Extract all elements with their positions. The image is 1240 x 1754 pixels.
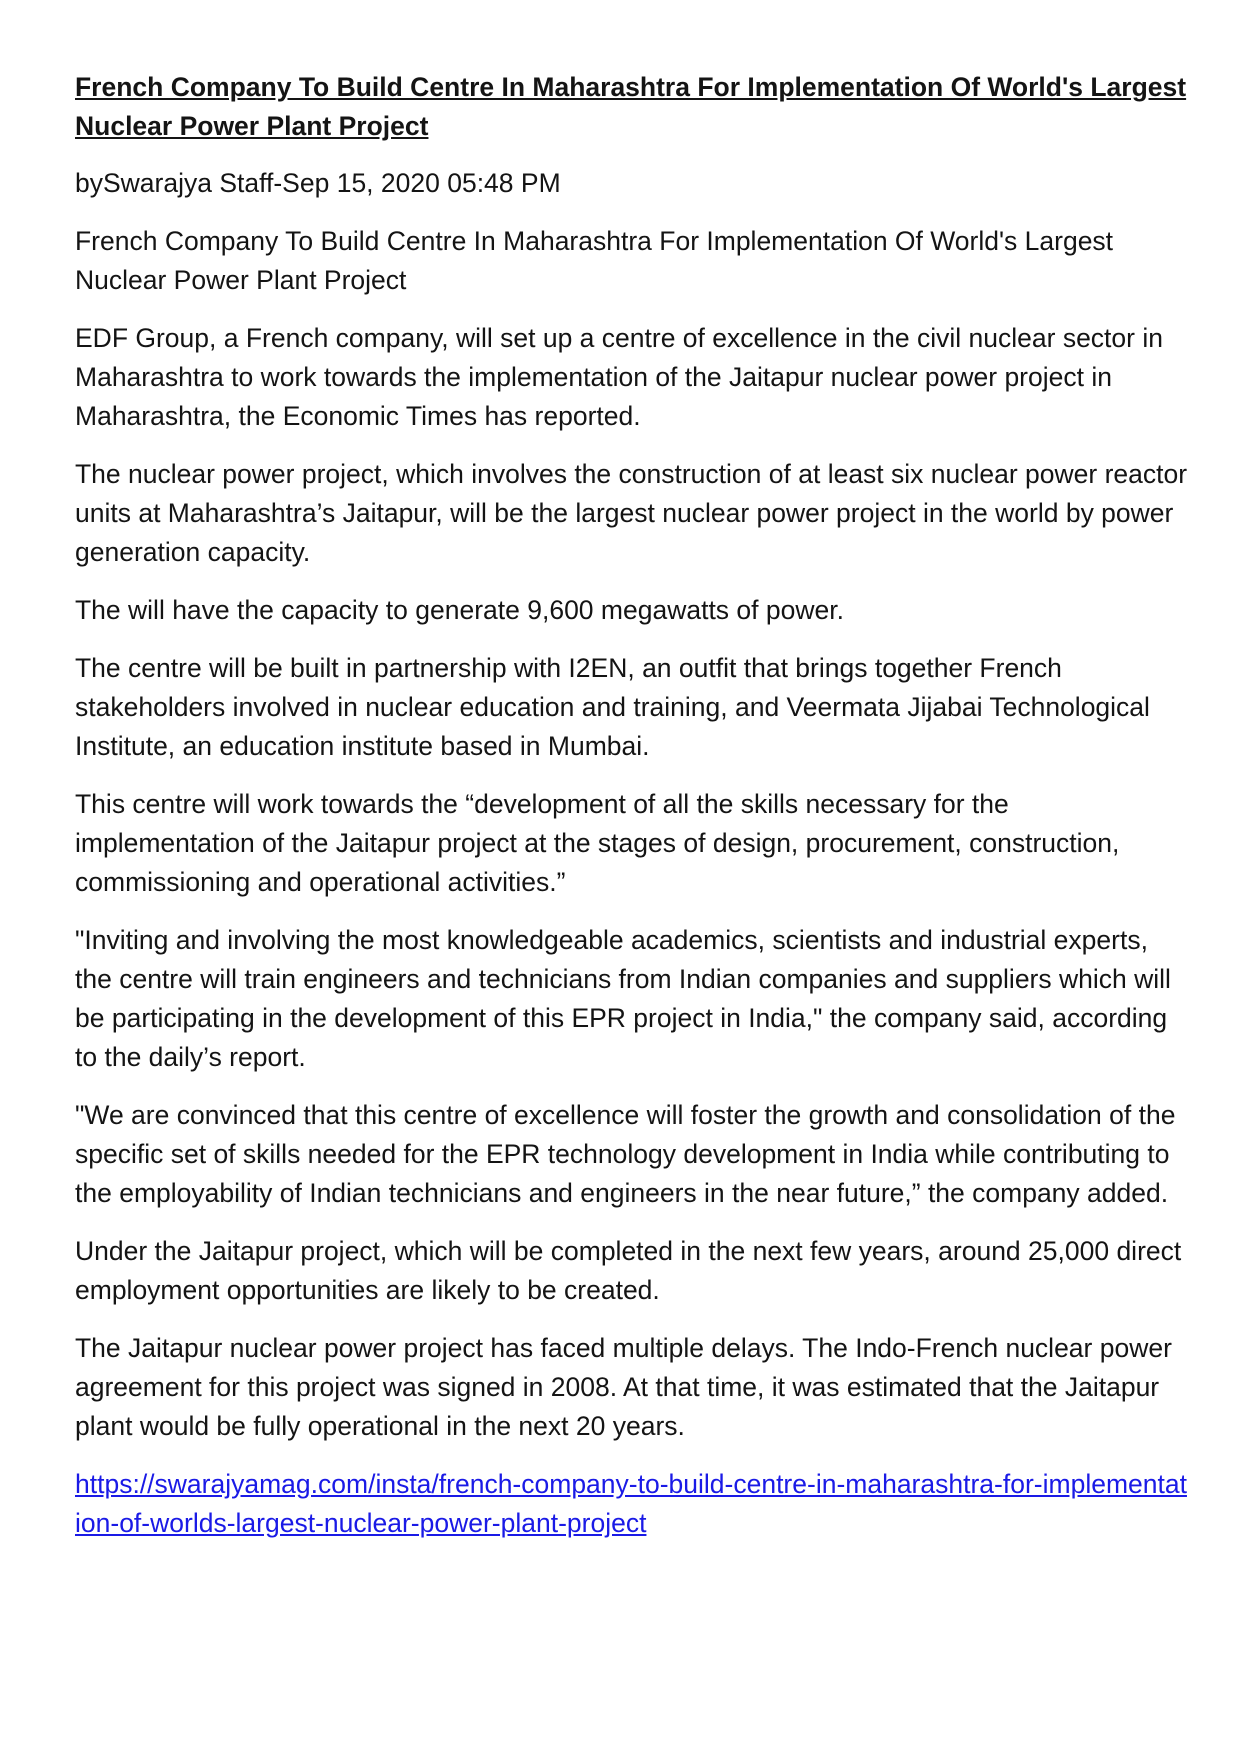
article-paragraph: This centre will work towards the “development of all the skills necessary for the implementation of the Jaitapur project at the stages of design, procurement, construction, commissioning and operational activities.” [75,789,1120,897]
article-page [75,68,1190,1543]
article-paragraph-subtitle: French Company To Build Centre In Maharashtra For Implementation Of World's Largest Nuclear Power Plant Project [75,226,1114,295]
source-url-link[interactable]: https://swarajyamag.com/insta/french-company-to-build-centre-in-maharashtra-for-implementation-of-worlds-largest-nuclear-power-plant-project [75,1469,1187,1538]
article-paragraph: The nuclear power project, which involves the construction of at least six nuclear power reactor units at Maharashtra’s Jaitapur, will be the largest nuclear power project in the world by power generation capacity. [75,459,1188,567]
article-paragraph: "Inviting and involving the most knowledgeable academics, scientists and industrial experts, the centre will train engineers and technicians from Indian companies and suppliers which will be participating in the development of this EPR project in India," the company said, according to the daily’s report. [75,925,1171,1072]
article-title: French Company To Build Centre In Maharashtra For Implementation Of World's Largest Nuclear Power Plant Project [75,72,1187,141]
article-paragraph: EDF Group, a French company, will set up a centre of excellence in the civil nuclear sector in Maharashtra to work towards the implementation of the Jaitapur nuclear power project in Maharashtra, the Economic Times has reported. [75,323,1163,431]
article-paragraph: "We are convinced that this centre of excellence will foster the growth and consolidation of the specific set of skills needed for the EPR technology development in India while contributing to the employability of Indian technicians and engineers in the near future,” the company added. [75,1100,1176,1208]
article-paragraph: The will have the capacity to generate 9,600 megawatts of power. [75,595,844,625]
article-paragraph: The Jaitapur nuclear power project has faced multiple delays. The Indo-French nuclear power agreement for this project was signed in 2008. At that time, it was estimated that the Jaitapur plant would be fully operational in the next 20 years. [75,1333,1172,1441]
article-paragraph: Under the Jaitapur project, which will be completed in the next few years, around 25,000 direct employment opportunities are likely to be created. [75,1236,1182,1305]
article-byline: bySwarajya Staff-Sep 15, 2020 05:48 PM [75,168,561,198]
article-paragraph: The centre will be built in partnership with I2EN, an outfit that brings together French stakeholders involved in nuclear education and training, and Veermata Jijabai Technological Institute, an education institute based in Mumbai. [75,653,1150,761]
